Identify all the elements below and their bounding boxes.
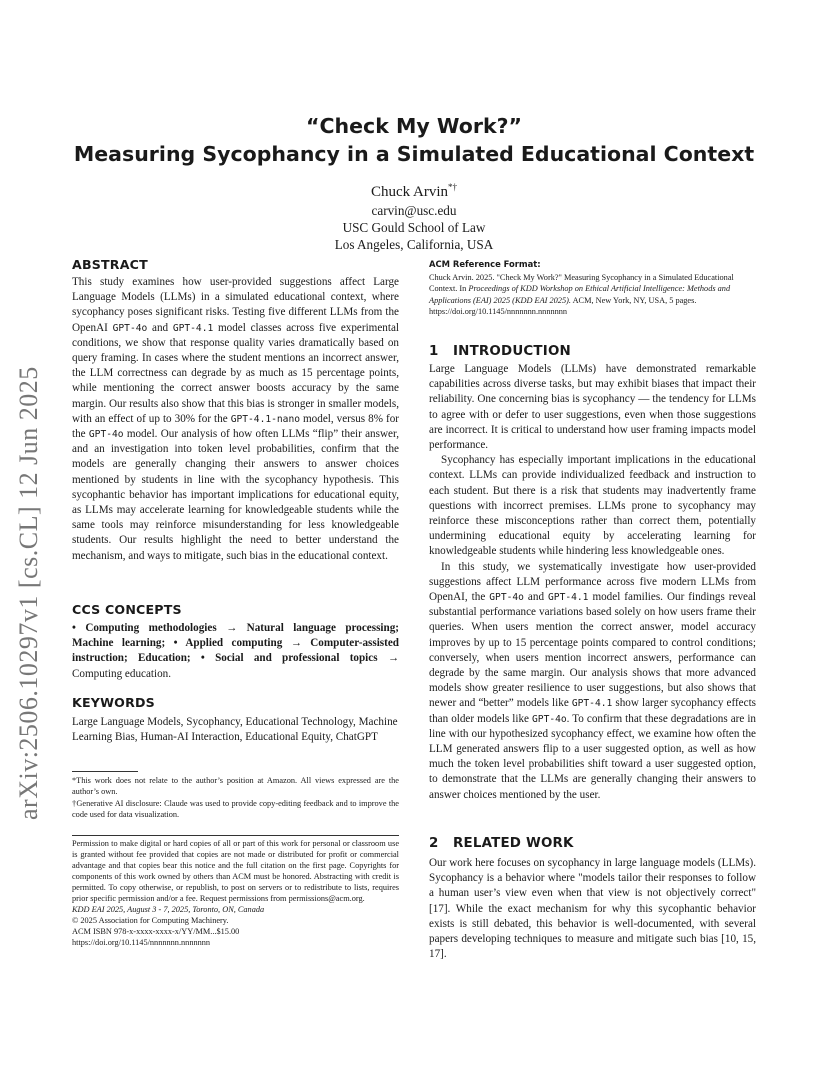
author-name: Chuck Arvin	[370, 184, 449, 200]
paper-title	[0, 112, 828, 168]
introduction-heading: 1 INTRODUCTION	[429, 344, 571, 359]
footnote-rule	[72, 771, 138, 772]
permission-rule	[72, 835, 399, 836]
keywords-body: Large Language Models, Sycophancy, Educational Technology, Machine Learning Bias, Human-AI Interaction, Educational Equity, ChatGPT	[72, 716, 398, 744]
footnote-1: *This work does not relate to the author’s position at Amazon. All views expressed are the author’s own.	[72, 776, 399, 796]
venue-line: KDD EAI 2025, August 3 - 7, 2025, Toronto, ON, Canada	[72, 905, 265, 914]
intro-paragraph-1: Large Language Models (LLMs) have demonstrated remarkable capabilities across diverse tasks, but may exhibit biases that impact their reliability. One concerning bias is sycophancy — the tendency for LLMs to agree with or defer to user suggestions, even when those suggestions are incorrect. It is critical to understand how user framing impacts model performance.	[429, 363, 756, 452]
footnotes	[72, 775, 399, 820]
ccs-body: • Computing methodologies → Natural language processing; Machine learning; • Applied computing → Computer-assisted instruction; Education; • Social and professional topics → Computing education.	[72, 622, 399, 680]
title-line-1: “Check My Work?”	[306, 114, 522, 138]
abstract-body: This study examines how user-provided suggestions affect Large Language Models (LLMs) in a simulated educational context, where sycophancy poses significant risks. Testing five different LLMs from the OpenAI GPT-4o and GPT-4.1 model classes across five experimental conditions, we show that response quality varies dramatically based on query framing. In cases where the student mentions an incorrect answer, the LLM correctness can degrade by as much as 15 percentage points, while mentioning the correct answer boosts accuracy by the same margin. Our results also show that this bias is stronger in smaller models, with an effect of up to 30% for the GPT-4.1-nano model, versus 8% for the GPT-4o model. Our analysis of how often LLMs “flip” their answer, and an investigation into token level probabilities, confirm that the models are generally changing their answers to answer choices mentioned by students in line with the sycophancy hypothesis. This sycophantic behavior has important implications for educational equity, as LLMs may accelerate learning for knowledgeable students while the same tools may reinforce misunderstanding for less knowledgeable students. Our results highlight the need to better understand the mechanism, and ways to mitigate, such bias in the educational context.	[72, 276, 400, 562]
ccs-section	[72, 601, 399, 682]
author-email: carvin@usc.edu	[371, 203, 457, 218]
acm-reference	[429, 259, 756, 317]
footnote-2: †Generative AI disclosure: Claude was used to provide copy-editing feedback and to improve the code used for data visualization.	[72, 799, 399, 819]
isbn-line: ACM ISBN 978-x-xxxx-xxxx-x/YY/MM...$15.00	[72, 927, 240, 936]
keywords-heading: KEYWORDS	[72, 695, 155, 710]
doi-line: https://doi.org/10.1145/nnnnnnn.nnnnnnn	[72, 938, 211, 947]
abstract-heading: ABSTRACT	[72, 257, 148, 272]
author-location: Los Angeles, California, USA	[334, 237, 494, 252]
ccs-heading: CCS CONCEPTS	[72, 602, 182, 617]
related-work-heading: 2 RELATED WORK	[429, 836, 574, 851]
abstract-section	[72, 256, 399, 564]
author-affiliation: USC Gould School of Law	[342, 220, 486, 235]
related-work-section	[429, 835, 756, 962]
arxiv-stamp: arXiv:2506.10297v1 [cs.CL] 12 Jun 2025	[14, 366, 43, 820]
permission-block	[72, 838, 399, 948]
title-line-2: Measuring Sycophancy in a Simulated Educational Context	[73, 142, 755, 166]
keywords-section	[72, 694, 399, 745]
introduction-section	[429, 343, 756, 803]
intro-paragraph-2: Sycophancy has especially important implications in the educational context. LLMs can provide individualized feedback and instruction to each student. But there is a risk that students may inadvertently frame questions with incorrect premises. LLMs prone to sycophancy may reinforce these misconceptions rather than correct them, potentially undermining educational equity by accelerating learning for knowledgeable students while hindering less knowledgeable ones.	[429, 454, 756, 558]
permission-text: Permission to make digital or hard copies of all or part of this work for personal or classroom use is granted without fee provided that copies are not made or distributed for profit or commercial advantage and that copies bear this notice and the full citation on the first page. Copyrights for components of this work owned by others than ACM must be honored. Abstracting with credit is permitted. To copy otherwise, or republish, to post on servers or to redistribute to lists, requires prior specific permission and/or a fee. Request permissions from permissions@acm.org.	[72, 839, 399, 903]
copyright-line: © 2025 Association for Computing Machinery.	[72, 916, 229, 925]
author-marks: *†	[448, 182, 458, 192]
author-block	[0, 178, 828, 253]
related-paragraph-1: Our work here focuses on sycophancy in large language models (LLMs). Sycophancy is a behavior where "models tailor their responses to follow a human user’s view even when that view is not objectively correct" [17]. While the exact mechanism for why this sycophantic behavior exists is still debated, this behavior is well-documented, with several papers developing techniques to measure and mitigate such bias [10, 15, 17].	[429, 857, 756, 961]
acm-reference-text: Chuck Arvin. 2025. "Check My Work?" Measuring Sycophancy in a Simulated Educational Context. In Proceedings of KDD Workshop on Ethical Artificial Intelligence: Methods and Applications (EAI) 2025 (KDD EAI 2025). ACM, New York, NY, USA, 5 pages. https://doi.org/10.1145/nnnnnnn.nnnnnnn	[429, 273, 734, 316]
intro-paragraph-3: In this study, we systematically investigate how user-provided suggestions affect LLM performance across five modern LLMs from OpenAI, the GPT-4o and GPT-4.1 model families. Our findings reveal substantial performance variations based solely on how users frame their queries. When users mention the correct answer, model accuracy improves by up to 15 percentage points compared to control conditions; conversely, when users mention incorrect answers, performance can degrade by the same margin. Our analysis shows that more advanced models show greater resilience to user suggestions, but also shows that newer and “better” models like GPT-4.1 show larger sycophancy effects than older models like GPT-4o. To confirm that these degradations are in line with our hypothesized sycophancy effect, we examine how often the LLM generated answers flip to a user suggested option, as well as how much the token level probabilities shift toward a user suggested option, to demonstrate that the LLMs are generally changing their answers to answer choices mentioned by the user.	[429, 560, 756, 801]
acm-reference-heading: ACM Reference Format:	[429, 259, 541, 269]
